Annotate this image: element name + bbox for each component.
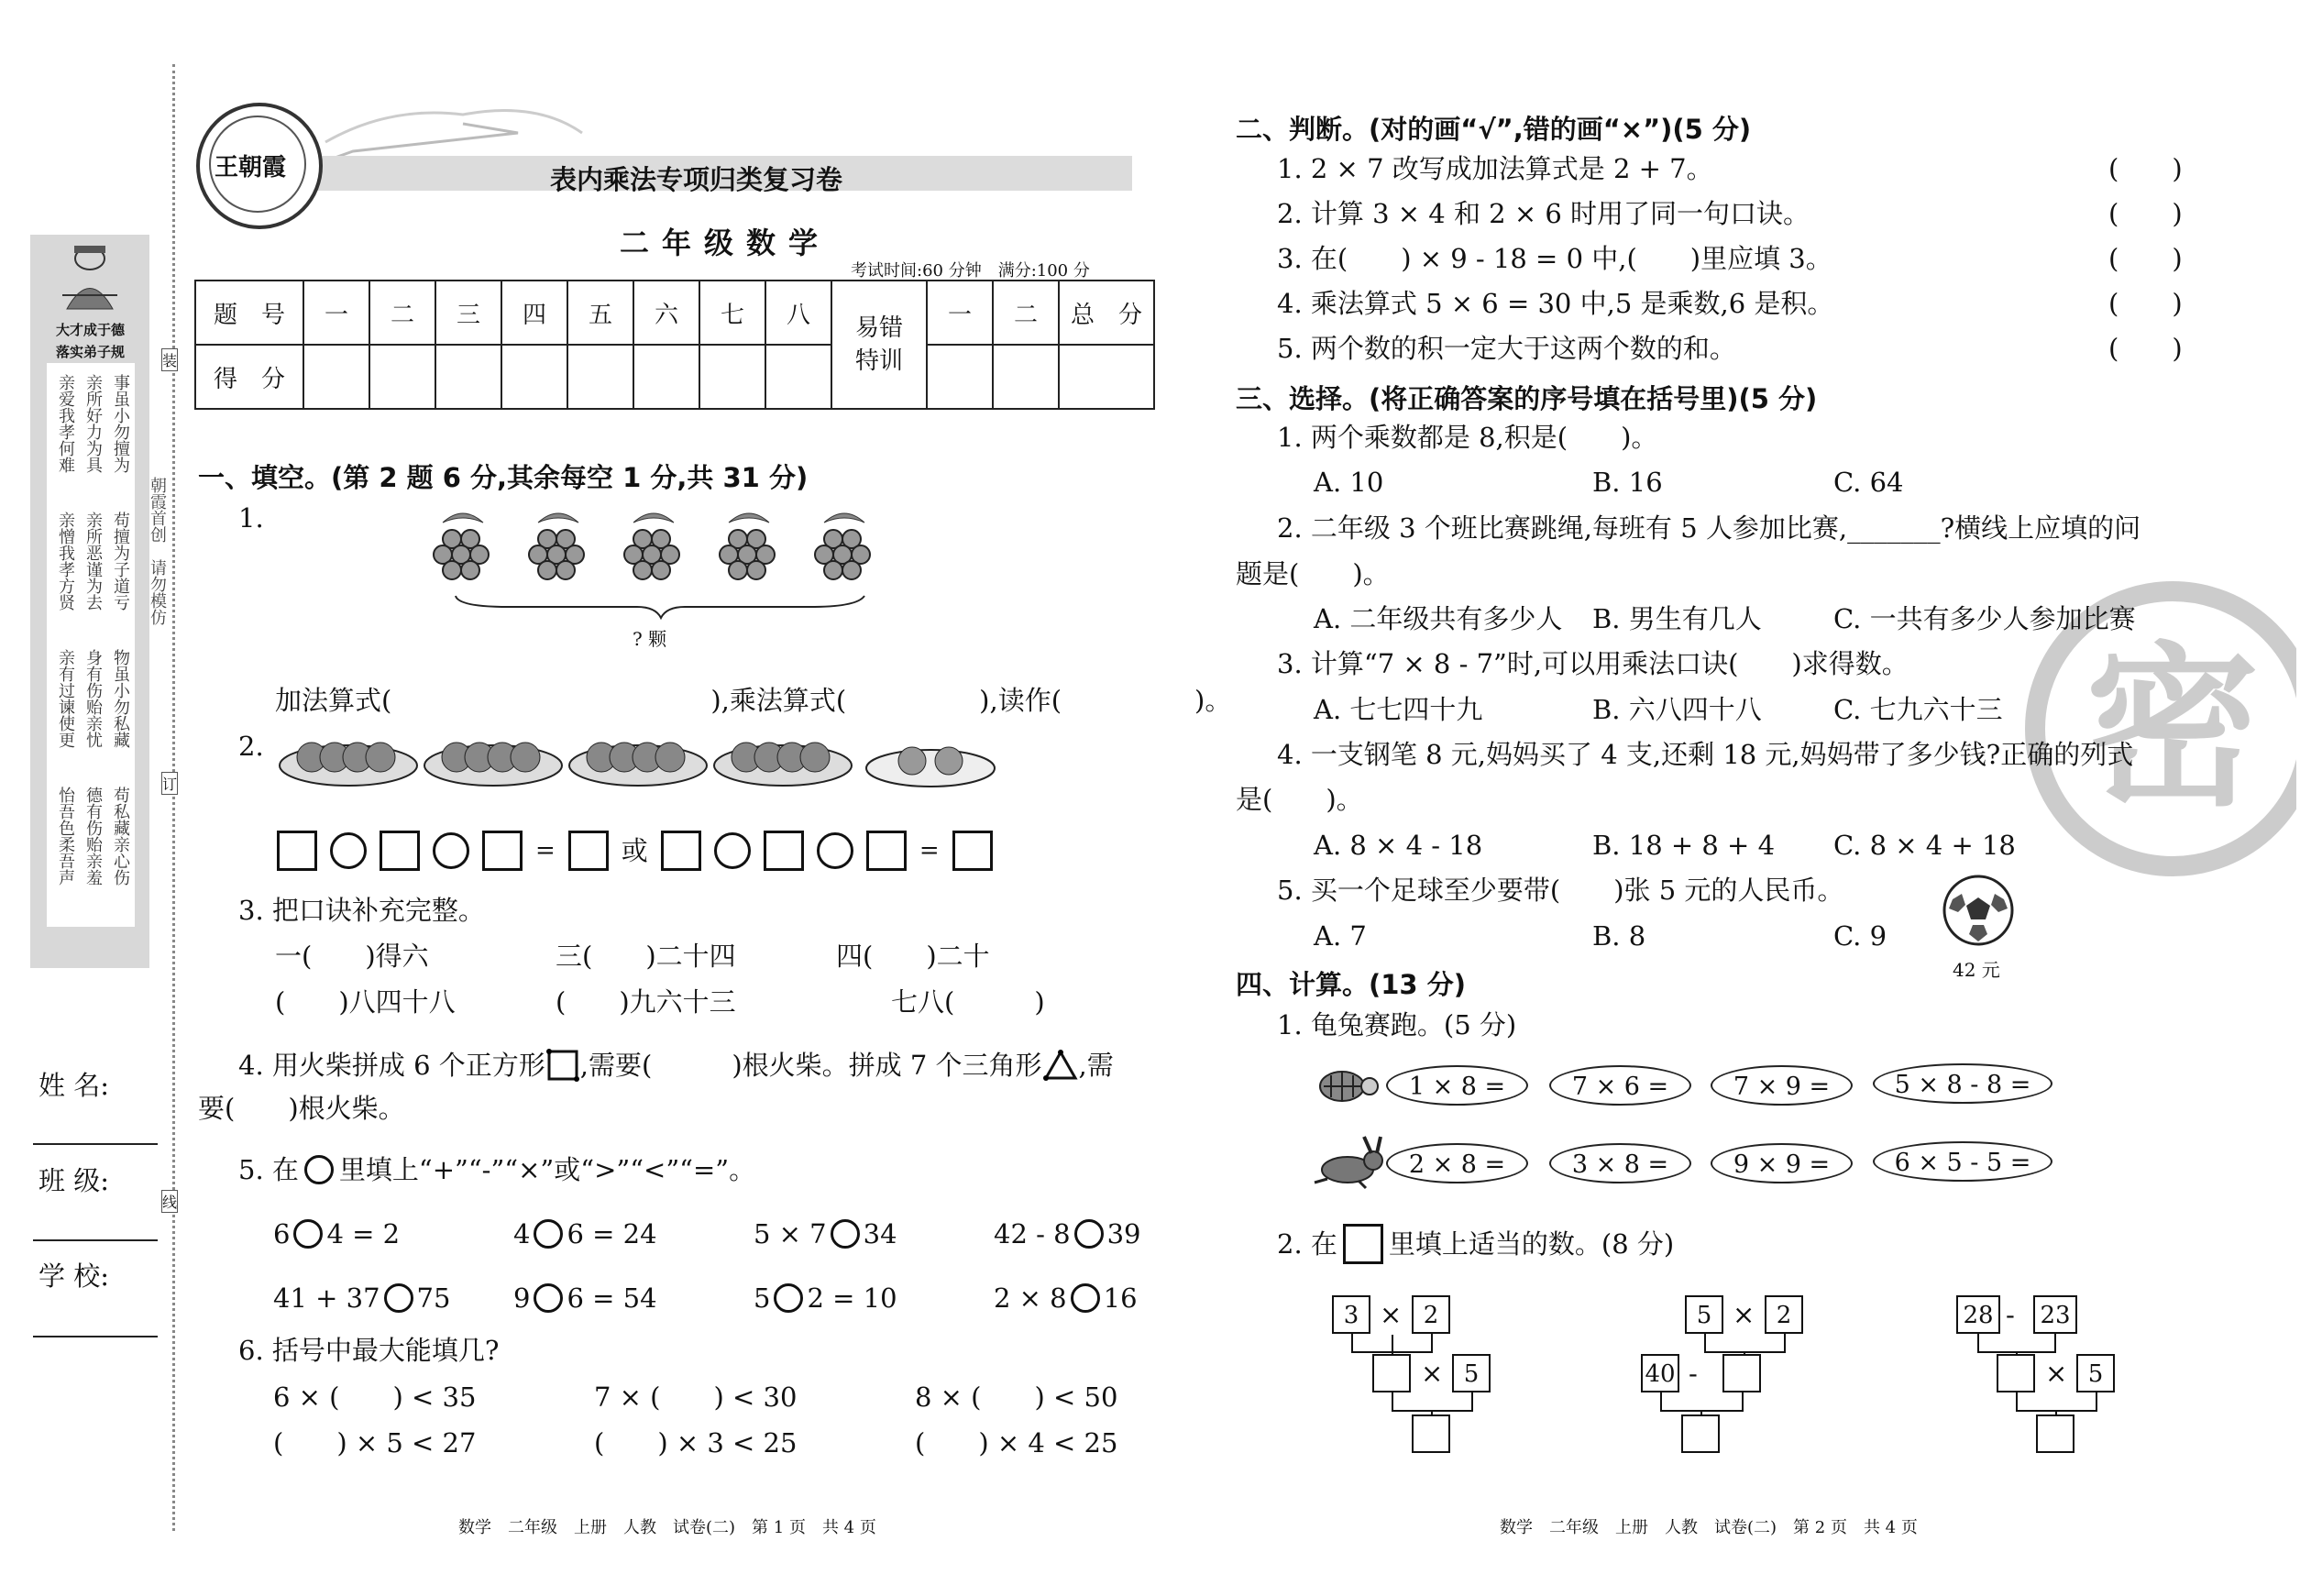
tree-answer-box[interactable]	[1412, 1414, 1450, 1453]
operator-circle[interactable]	[774, 1283, 803, 1313]
part1-heading: 一、填空。(第 2 题 6 分,其余每空 1 分,共 31 分)	[198, 462, 809, 493]
choice-q2: 2. 二年级 3 个班比赛跳绳,每班有 5 人参加比赛,_______?横线上应填的问	[1277, 512, 2141, 544]
part2-heading: 二、判断。(对的画“√”,错的画“×”)(5 分)	[1236, 114, 1752, 145]
choice-option[interactable]: B. 16	[1592, 467, 1663, 498]
choice-q4-cont: 是( )。	[1236, 784, 1363, 815]
poem-col: 德有伤贻亲羞	[83, 787, 103, 886]
score-header-cell: 八	[765, 281, 831, 345]
q6-item: ( ) × 3 < 25	[594, 1427, 798, 1458]
choice-option[interactable]: C. 8 × 4 + 18	[1833, 830, 2016, 861]
q1-number: 1.	[238, 502, 264, 534]
operator-circle[interactable]	[534, 1219, 563, 1249]
tree-top-right: 23	[2033, 1295, 2077, 1334]
operator-circle[interactable]	[433, 832, 469, 869]
choice-option[interactable]: C. 七九六十三	[1833, 694, 2003, 725]
tree-op: ×	[1421, 1358, 1444, 1389]
calc-q2	[1277, 1224, 1674, 1264]
score-cell[interactable]	[303, 345, 369, 409]
footer-right: 数学 二年级 上册 人教 试卷(二) 第 2 页 共 4 页	[1500, 1518, 1918, 1537]
answer-box[interactable]	[866, 831, 907, 871]
tree-top-left: 28	[1956, 1295, 2000, 1334]
score-header-cell: 总 分	[1059, 281, 1154, 345]
judge-answer[interactable]: ( )	[2108, 198, 2183, 229]
turtle-icon	[1311, 1061, 1384, 1106]
q5-item: 41 + 37 75	[273, 1282, 451, 1314]
answer-box[interactable]	[380, 831, 420, 871]
tree-answer-box[interactable]	[2036, 1414, 2074, 1453]
tree-top-right: 2	[1412, 1295, 1450, 1334]
choice-option[interactable]: A. 10	[1314, 467, 1384, 498]
q2-expression-row: = 或 =	[277, 831, 993, 871]
score-cell[interactable]	[993, 345, 1059, 409]
q5-item: 4 6 = 24	[513, 1217, 657, 1249]
judge-item: 2. 计算 3 × 4 和 2 × 6 时用了同一句口诀。	[1277, 198, 1810, 229]
tree-op: ×	[1380, 1299, 1403, 1330]
answer-box[interactable]	[568, 831, 609, 871]
fold-mark: 订	[161, 772, 178, 795]
score-header-cell: 二	[369, 281, 435, 345]
q6-item: ( ) × 4 < 25	[915, 1427, 1118, 1458]
calc-ellipse[interactable]: 3 × 8 =	[1549, 1143, 1691, 1183]
box-symbol-icon	[1343, 1224, 1383, 1264]
score-cell[interactable]	[567, 345, 633, 409]
tree-op: ×	[1733, 1299, 1755, 1330]
poem-col: 身有伤贻亲忧	[83, 649, 103, 748]
score-header-cell: 四	[501, 281, 567, 345]
q3-item: ( )八四十八	[275, 986, 456, 1018]
poem-col: 苟私藏亲心伤	[111, 787, 130, 886]
choice-option[interactable]: B. 六八四十八	[1592, 694, 1762, 725]
copyright-note: 朝霞首创 请勿模仿	[148, 477, 167, 625]
judge-answer[interactable]: ( )	[2108, 333, 2183, 364]
q6-item: 6 × ( ) < 35	[273, 1381, 477, 1413]
calc-ellipse[interactable]: 1 × 8 =	[1386, 1065, 1528, 1106]
operator-circle[interactable]	[293, 1219, 323, 1249]
score-cell[interactable]	[1059, 345, 1154, 409]
score-row-label: 得 分	[195, 345, 303, 409]
q1-answer-line: 加法算式( ),乘法算式( ),读作( )。	[275, 685, 1232, 716]
poem-col: 亲有过谏使更	[56, 649, 75, 748]
tree-top-left: 5	[1685, 1295, 1723, 1334]
poem-col: 事虽小勿擅为	[111, 374, 130, 473]
binding-dotted-line	[172, 64, 175, 1531]
score-cell[interactable]	[633, 345, 699, 409]
score-cell[interactable]	[927, 345, 993, 409]
score-header-cell: 易错特训	[831, 281, 927, 409]
poem-block	[47, 363, 135, 927]
poem-col: 物虽小勿私藏	[111, 649, 130, 748]
calc-ellipse[interactable]: 7 × 9 =	[1711, 1065, 1853, 1106]
tree-mid-left: 40	[1641, 1354, 1679, 1392]
tree-mid-right: 5	[1452, 1354, 1491, 1392]
answer-box[interactable]	[764, 831, 804, 871]
part4-heading: 四、计算。(13 分)	[1236, 969, 1466, 1000]
choice-option[interactable]: A. 七七四十九	[1314, 694, 1483, 725]
answer-box[interactable]	[277, 831, 317, 871]
calc-ellipse[interactable]: 7 × 6 =	[1549, 1065, 1691, 1106]
square-match-icon	[545, 1048, 580, 1083]
score-header-cell: 三	[435, 281, 501, 345]
choice-option[interactable]: C. 9	[1833, 920, 1887, 952]
q6-prompt: 6. 括号中最大能填几?	[238, 1335, 500, 1366]
q5-prompt	[238, 1155, 755, 1184]
logo-text: 王朝霞	[215, 154, 287, 182]
score-table	[194, 280, 1155, 410]
tree-top-left: 3	[1332, 1295, 1370, 1334]
tree-op: -	[2006, 1299, 2015, 1330]
choice-option[interactable]: B. 18 + 8 + 4	[1592, 830, 1776, 861]
q3-item: 四( )二十	[836, 941, 990, 972]
q5-item: 9 6 = 54	[513, 1282, 657, 1314]
q3-item: 一( )得六	[275, 941, 429, 972]
choice-option[interactable]: B. 8	[1592, 920, 1646, 952]
choice-q3: 3. 计算“7 × 8 - 7”时,可以用乘法口诀( )求得数。	[1277, 648, 1909, 679]
poem-col: 亲所好力为具	[83, 374, 103, 473]
operator-circle[interactable]	[1074, 1219, 1104, 1249]
calc-q2-text-a: 2. 在	[1277, 1227, 1337, 1260]
choice-q1: 1. 两个乘数都是 8,积是( )。	[1277, 422, 1658, 453]
q4-line	[238, 1048, 1114, 1083]
choice-q2-cont: 题是( )。	[1236, 558, 1390, 589]
q5-item: 5 2 = 10	[754, 1282, 897, 1314]
score-cell[interactable]	[699, 345, 765, 409]
q4-text-d: 要( )根火柴。	[198, 1093, 405, 1124]
name-field[interactable]	[33, 1143, 158, 1145]
calc-q2-text-b: 里填上适当的数。(8 分)	[1388, 1227, 1675, 1260]
rabbit-icon	[1311, 1135, 1386, 1190]
watermark-char: 密	[2085, 627, 2261, 830]
choice-option[interactable]: A. 二年级共有多少人	[1314, 603, 1563, 634]
answer-box[interactable]	[661, 831, 701, 871]
judge-item: 3. 在( ) × 9 - 18 = 0 中,( )里应填 3。	[1277, 243, 1832, 274]
scholar-illustration	[58, 240, 122, 314]
score-cell[interactable]	[765, 345, 831, 409]
operator-circle[interactable]	[534, 1283, 563, 1313]
poem-col: 苟擅为子道亏	[111, 512, 130, 611]
score-header-cell: 题 号	[195, 281, 303, 345]
poem-col: 亲爱我孝何难	[56, 374, 75, 473]
answer-box[interactable]	[482, 831, 523, 871]
choice-q5: 5. 买一个足球至少要带( )张 5 元的人民币。	[1277, 875, 1844, 906]
part3-heading: 三、选择。(将正确答案的序号填在括号里)(5 分)	[1236, 383, 1818, 414]
tree-top-right: 2	[1765, 1295, 1803, 1334]
poem-col: 亲憎我孝方贤	[56, 512, 75, 611]
q1-caption: ? 颗	[633, 628, 667, 650]
choice-option[interactable]: C. 64	[1833, 467, 1904, 498]
q3-item: 七八( )	[891, 986, 1045, 1018]
exam-info: 考试时间:60 分钟 满分:100 分	[851, 261, 1090, 281]
score-header-cell: 五	[567, 281, 633, 345]
q4-text-c: ,需	[1078, 1049, 1114, 1081]
operator-circle[interactable]	[817, 832, 853, 869]
score-header-cell: 一	[927, 281, 993, 345]
triangle-match-icon	[1042, 1049, 1079, 1082]
q4-text-b: ,需要( )根火柴。拼成 7 个三角形	[579, 1049, 1042, 1081]
name-label: 姓 名:	[39, 1070, 109, 1101]
sidebar-motto-panel	[30, 235, 149, 968]
tree-mid-right: 5	[2076, 1354, 2115, 1392]
answer-box[interactable]	[952, 831, 993, 871]
soccer-ball-icon	[1942, 874, 2015, 947]
tree-answer-box[interactable]	[1722, 1354, 1761, 1392]
class-label: 班 级:	[39, 1165, 109, 1196]
judge-item: 5. 两个数的积一定大于这两个数的和。	[1277, 333, 1736, 364]
fold-mark: 线	[161, 1190, 178, 1213]
choice-option[interactable]: A. 8 × 4 - 18	[1314, 830, 1483, 861]
calc-ellipse[interactable]: 6 × 5 - 5 =	[1873, 1141, 2052, 1182]
motto-line-1: 大才成于德	[55, 322, 125, 338]
footer-left: 数学 二年级 上册 人教 试卷(二) 第 1 页 共 4 页	[458, 1518, 876, 1537]
choice-option[interactable]: A. 7	[1314, 920, 1367, 952]
q3-item: ( )九六十三	[556, 986, 736, 1018]
score-header-cell: 一	[303, 281, 369, 345]
poem-col: 亲所恶谨为去	[83, 512, 103, 611]
apple-plates-illustration	[275, 724, 1045, 798]
q6-item: 8 × ( ) < 50	[915, 1381, 1118, 1413]
circle-symbol-icon	[304, 1155, 334, 1184]
motto-line-2: 落实弟子规	[55, 344, 125, 360]
paper-title: 表内乘法专项归类复习卷	[550, 164, 843, 195]
q4-text-a: 4. 用火柴拼成 6 个正方形	[238, 1049, 545, 1081]
poem-col: 怡吾色柔吾声	[56, 787, 75, 886]
operator-circle[interactable]	[831, 1219, 860, 1249]
or-label: 或	[621, 834, 648, 866]
q5-item: 6 4 = 2	[273, 1217, 401, 1249]
q6-item: 7 × ( ) < 30	[594, 1381, 798, 1413]
q3-prompt: 3. 把口诀补充完整。	[238, 895, 485, 926]
judge-item: 4. 乘法算式 5 × 6 = 30 中,5 是乘数,6 是积。	[1277, 288, 1834, 319]
tree-op: -	[1689, 1358, 1698, 1389]
score-cell[interactable]	[501, 345, 567, 409]
judge-answer[interactable]: ( )	[2108, 243, 2183, 274]
score-cell[interactable]	[435, 345, 501, 409]
score-header-cell: 六	[633, 281, 699, 345]
q6-item: ( ) × 5 < 27	[273, 1427, 477, 1458]
choice-q4: 4. 一支钢笔 8 元,妈妈买了 4 支,还剩 18 元,妈妈带了多少钱?正确的列式	[1277, 739, 2134, 770]
operator-circle[interactable]	[384, 1283, 413, 1313]
q5-item: 42 - 8 39	[994, 1217, 1141, 1249]
calc-ellipse[interactable]: 5 × 8 - 8 =	[1873, 1063, 2052, 1104]
judge-answer[interactable]: ( )	[2108, 288, 2183, 319]
tree-answer-box[interactable]	[1997, 1354, 2035, 1392]
operator-circle[interactable]	[1071, 1283, 1100, 1313]
q5-text-b: 里填上“+”“-”“×”或“>”“<”“=”。	[338, 1153, 756, 1185]
ball-price: 42 元	[1953, 959, 2000, 981]
q3-item: 三( )二十四	[556, 941, 736, 972]
choice-option[interactable]: B. 男生有几人	[1592, 603, 1762, 634]
tree-answer-box[interactable]	[1681, 1414, 1720, 1453]
q2-number: 2.	[238, 731, 264, 762]
q5-text-a: 5. 在	[238, 1153, 299, 1185]
subject-title: 二年级数学	[620, 226, 831, 260]
score-header-cell: 七	[699, 281, 765, 345]
score-header-cell: 二	[993, 281, 1059, 345]
choice-option[interactable]: C. 一共有多少人参加比赛	[1833, 603, 2136, 634]
q5-item: 5 × 7 34	[754, 1217, 897, 1249]
score-cell[interactable]	[369, 345, 435, 409]
calc-ellipse[interactable]: 2 × 8 =	[1386, 1143, 1528, 1183]
q5-item: 2 × 8 16	[994, 1282, 1138, 1314]
class-field[interactable]	[33, 1239, 158, 1241]
school-label: 学 校:	[39, 1260, 109, 1292]
operator-circle[interactable]	[714, 832, 751, 869]
tree-answer-box[interactable]	[1372, 1354, 1411, 1392]
operator-circle[interactable]	[330, 832, 367, 869]
fold-mark: 装	[161, 348, 178, 371]
calc-ellipse[interactable]: 9 × 9 =	[1711, 1143, 1853, 1183]
calc-q1: 1. 龟兔赛跑。(5 分)	[1277, 1009, 1517, 1040]
logo-badge	[196, 103, 323, 229]
tree-op: ×	[2045, 1358, 2068, 1389]
judge-item: 1. 2 × 7 改写成加法算式是 2 + 7。	[1277, 153, 1713, 184]
judge-answer[interactable]: ( )	[2108, 153, 2183, 184]
school-field[interactable]	[33, 1336, 158, 1337]
